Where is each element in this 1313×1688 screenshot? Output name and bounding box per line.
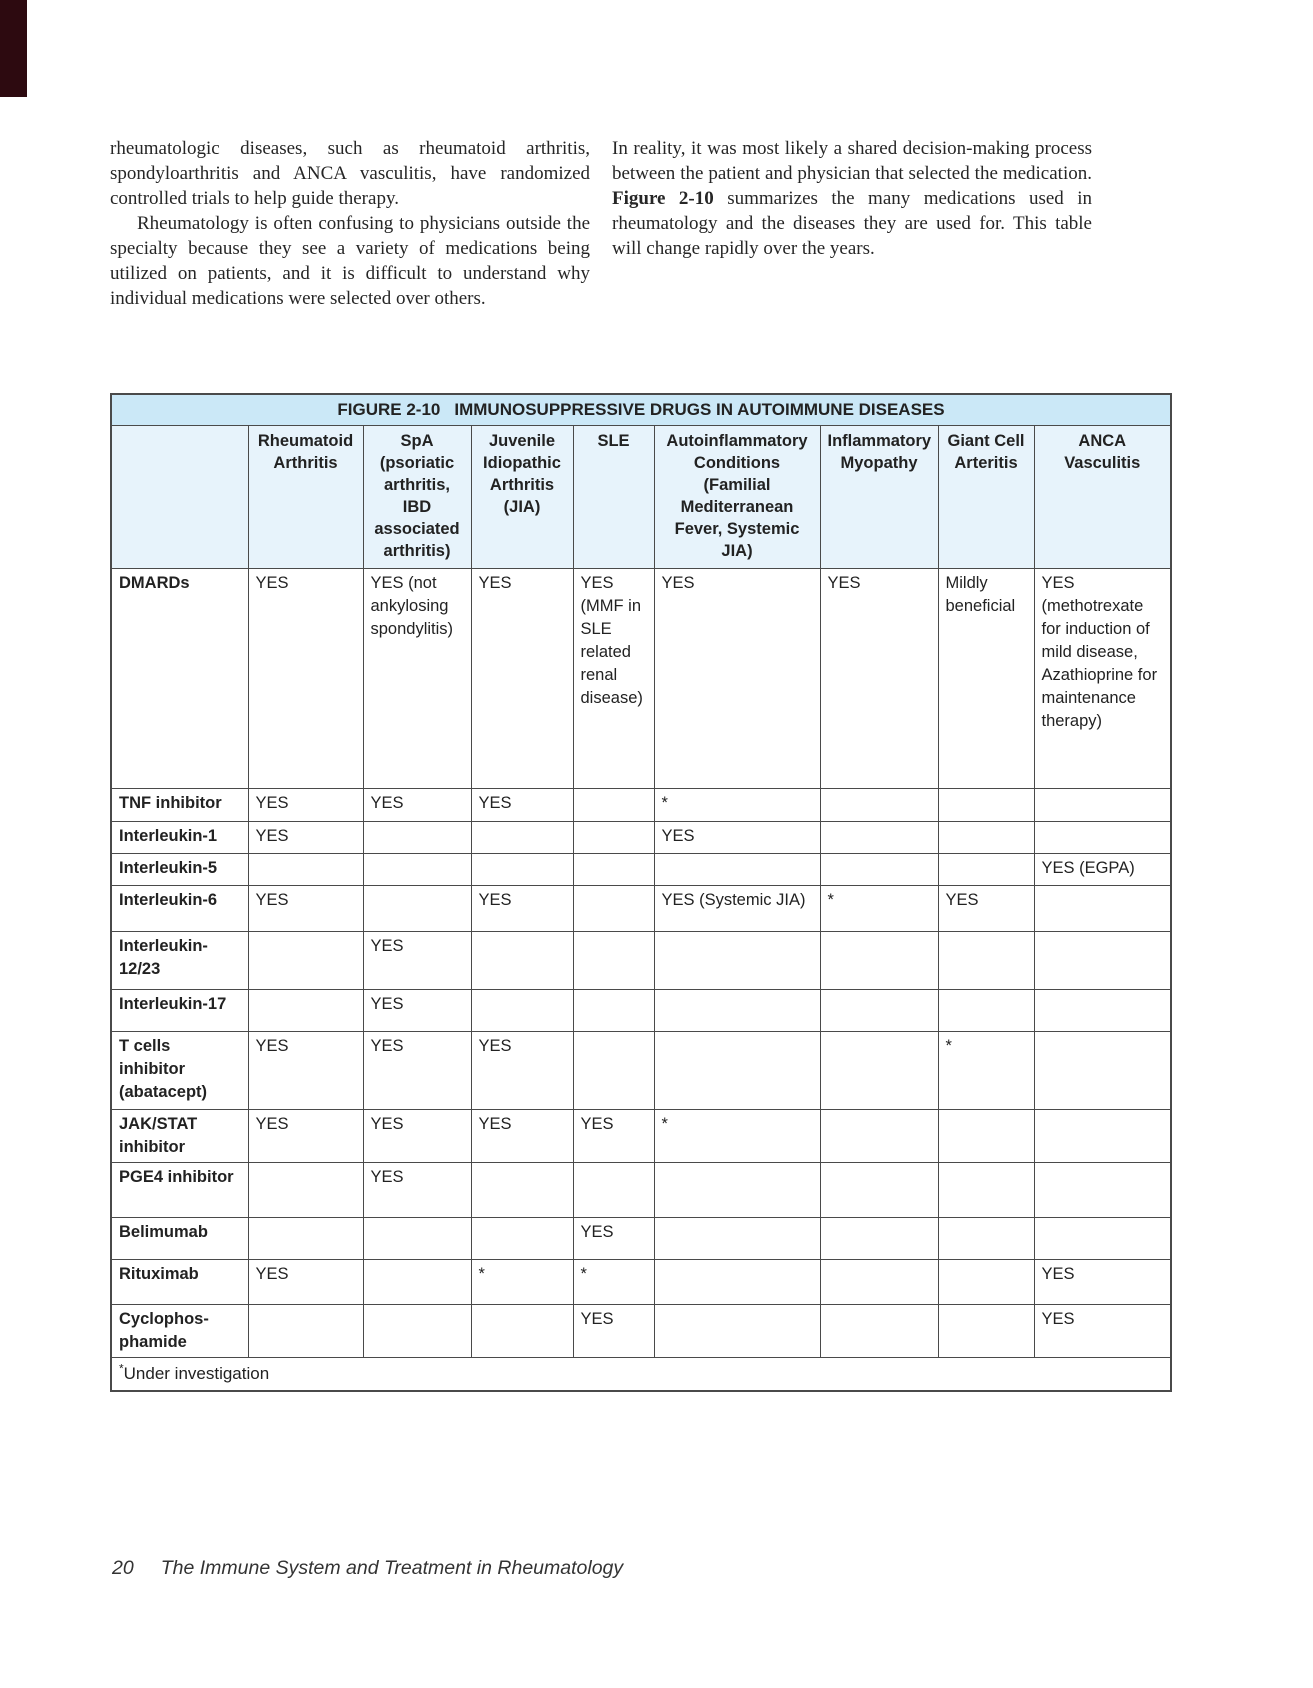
row-label: Interleukin-12/23: [111, 932, 248, 990]
table-cell: *: [654, 789, 820, 822]
table-row: [111, 1110, 1171, 1163]
table-cell: [1034, 1110, 1171, 1163]
table-cell: YES: [573, 1218, 654, 1260]
row-label: Interleukin-1: [111, 822, 248, 854]
table-cell: [938, 1260, 1034, 1305]
column-header: SLE: [573, 426, 654, 569]
page-number: 20: [112, 1557, 134, 1579]
table-cell: [471, 854, 573, 886]
table-row: [111, 854, 1171, 886]
row-label: TNF inhibitor: [111, 789, 248, 822]
row-label: Interleukin-5: [111, 854, 248, 886]
text-column-right: [612, 136, 1092, 311]
table-cell: YES (EGPA): [1034, 854, 1171, 886]
table-cell: YES: [471, 1110, 573, 1163]
table-cell: [820, 1305, 938, 1358]
table-footnote-row: [111, 1358, 1171, 1391]
table-row: [111, 932, 1171, 990]
table-cell: [938, 1305, 1034, 1358]
table-cell: [820, 990, 938, 1032]
table-cell: [654, 990, 820, 1032]
table-row: [111, 822, 1171, 854]
table-cell: [1034, 1163, 1171, 1218]
table-cell: Mildly beneficial: [938, 569, 1034, 789]
table-cell: YES: [248, 1032, 363, 1110]
row-label: Interleukin-6: [111, 886, 248, 932]
table-cell: YES (not ankylosing spondylitis): [363, 569, 471, 789]
table-cell: [820, 789, 938, 822]
table-cell: [1034, 1032, 1171, 1110]
table-cell: [938, 1163, 1034, 1218]
table-row: [111, 990, 1171, 1032]
table-title-prefix: FIGURE 2-10: [337, 400, 441, 419]
table-cell: [363, 854, 471, 886]
table-row: [111, 1218, 1171, 1260]
table-cell: [248, 932, 363, 990]
table-footnote: [111, 1358, 1171, 1391]
row-label: DMARDs: [111, 569, 248, 789]
text-column-left: [110, 136, 590, 311]
row-label: Belimumab: [111, 1218, 248, 1260]
table-cell: [820, 1110, 938, 1163]
table-cell: [573, 1163, 654, 1218]
table-cell: *: [573, 1260, 654, 1305]
table-cell: [938, 990, 1034, 1032]
figure-2-10-container: [110, 393, 1172, 1392]
table-cell: [654, 1218, 820, 1260]
table-cell: YES: [654, 822, 820, 854]
table-cell: [820, 854, 938, 886]
intro-text: [110, 136, 1092, 311]
table-row: [111, 569, 1171, 789]
table-cell: [363, 886, 471, 932]
table-cell: YES: [363, 932, 471, 990]
paragraph-text: summarizes the many medications used in rheumatology and the diseases they are used for. This table will change rapidly over the years.: [612, 188, 1092, 259]
table-cell: [248, 1163, 363, 1218]
table-header-row: [111, 426, 1171, 569]
table-cell: [573, 1032, 654, 1110]
row-label: JAK/STAT inhibitor: [111, 1110, 248, 1163]
row-label: Interleukin-17: [111, 990, 248, 1032]
table-cell: YES (MMF in SLE related renal disease): [573, 569, 654, 789]
table-row: [111, 789, 1171, 822]
table-cell: [938, 822, 1034, 854]
row-label: Cyclophos-phamide: [111, 1305, 248, 1358]
table-cell: *: [938, 1032, 1034, 1110]
page-footer: [112, 1557, 623, 1580]
row-label: Rituximab: [111, 1260, 248, 1305]
table-cell: YES: [248, 1260, 363, 1305]
table-cell: YES: [248, 1110, 363, 1163]
column-header: ANCA Vasculitis: [1034, 426, 1171, 569]
table-cell: YES: [248, 569, 363, 789]
table-title-text: IMMUNOSUPPRESSIVE DRUGS IN AUTOIMMUNE DISEASES: [454, 400, 945, 419]
running-title: The Immune System and Treatment in Rheumatology: [160, 1557, 624, 1579]
table-row: [111, 1032, 1171, 1110]
table-cell: YES (Systemic JIA): [654, 886, 820, 932]
table-cell: [1034, 789, 1171, 822]
column-header: Juvenile Idiopathic Arthritis (JIA): [471, 426, 573, 569]
table-cell: [248, 1218, 363, 1260]
table-cell: [820, 1032, 938, 1110]
table-cell: *: [820, 886, 938, 932]
table-cell: [471, 1305, 573, 1358]
table-cell: YES: [363, 789, 471, 822]
table-title-row: [111, 394, 1171, 426]
table-cell: [820, 822, 938, 854]
table-cell: YES: [471, 886, 573, 932]
table-cell: [938, 789, 1034, 822]
table-cell: [820, 1163, 938, 1218]
table-cell: [654, 854, 820, 886]
table-cell: [248, 1305, 363, 1358]
table-cell: [938, 1218, 1034, 1260]
table-cell: [1034, 886, 1171, 932]
table-cell: [471, 822, 573, 854]
table-cell: [248, 854, 363, 886]
table-cell: [573, 789, 654, 822]
table-cell: YES: [938, 886, 1034, 932]
table-cell: [1034, 822, 1171, 854]
footnote-text: Under investigation: [123, 1364, 270, 1383]
paragraph-left-1: rheumatologic diseases, such as rheumatoid arthritis, spondyloarthritis and ANCA vasculitis, have randomized controlled trials to help guide therapy.: [110, 138, 590, 209]
table-row: [111, 1260, 1171, 1305]
column-header: Rheumatoid Arthritis: [248, 426, 363, 569]
column-header: Giant Cell Arteritis: [938, 426, 1034, 569]
table-cell: YES: [471, 569, 573, 789]
row-label: PGE4 inhibitor: [111, 1163, 248, 1218]
table-cell: [820, 932, 938, 990]
column-header: Autoinflammatory Conditions (Familial Mediterranean Fever, Systemic JIA): [654, 426, 820, 569]
table-cell: [573, 822, 654, 854]
table-cell: YES: [248, 789, 363, 822]
table-cell: [654, 932, 820, 990]
figure-reference: Figure 2-10: [612, 188, 714, 209]
table-cell: [573, 854, 654, 886]
table-cell: [573, 990, 654, 1032]
paragraph-text: In reality, it was most likely a shared decision-making process between the patient and physician that selected the medication.: [612, 138, 1092, 184]
table-cell: YES: [248, 822, 363, 854]
table-cell: [471, 932, 573, 990]
table-cell: [654, 1260, 820, 1305]
table-cell: [363, 822, 471, 854]
table-cell: [471, 1163, 573, 1218]
table-cell: *: [471, 1260, 573, 1305]
table-cell: [938, 854, 1034, 886]
table-cell: YES: [248, 886, 363, 932]
table-cell: YES: [471, 1032, 573, 1110]
table-cell: [573, 886, 654, 932]
table-cell: [938, 932, 1034, 990]
table-row: [111, 1163, 1171, 1218]
chapter-corner-tab: [0, 0, 27, 97]
table-cell: YES: [654, 569, 820, 789]
table-cell: [654, 1305, 820, 1358]
table-cell: YES: [363, 1032, 471, 1110]
table-cell: YES: [820, 569, 938, 789]
table-cell: [573, 932, 654, 990]
table-cell: [248, 990, 363, 1032]
table-cell: [1034, 932, 1171, 990]
column-header: Inflammatory Myopathy: [820, 426, 938, 569]
table-cell: [654, 1163, 820, 1218]
table-cell: YES: [573, 1110, 654, 1163]
footnote-asterisk: *: [119, 1361, 124, 1376]
table-cell: *: [654, 1110, 820, 1163]
table-cell: [1034, 990, 1171, 1032]
table-row: [111, 886, 1171, 932]
table-cell: [363, 1305, 471, 1358]
table-cell: YES: [363, 1110, 471, 1163]
table-cell: [820, 1218, 938, 1260]
row-label-header: [111, 426, 248, 569]
paragraph-left-2: Rheumatology is often confusing to physicians outside the specialty because they see a variety of medications being utilized on patients, and it is difficult to understand why individual medications were selected over others.: [110, 213, 590, 309]
table-cell: [938, 1110, 1034, 1163]
table-cell: YES: [363, 1163, 471, 1218]
table-cell: YES: [573, 1305, 654, 1358]
column-header: SpA (psoriatic arthritis, IBD associated arthritis): [363, 426, 471, 569]
table-cell: [820, 1260, 938, 1305]
table-cell: [654, 1032, 820, 1110]
table-cell: [363, 1218, 471, 1260]
table-cell: [471, 1218, 573, 1260]
table-cell: YES: [1034, 1305, 1171, 1358]
table-cell: [1034, 1218, 1171, 1260]
table-row: [111, 1305, 1171, 1358]
table-cell: [363, 1260, 471, 1305]
paragraph-right-1: [612, 136, 1092, 261]
table-cell: YES: [471, 789, 573, 822]
row-label: T cells inhibitor (abatacept): [111, 1032, 248, 1110]
table-title: [111, 394, 1171, 426]
table-cell: YES: [363, 990, 471, 1032]
table-cell: YES (methotrexate for induction of mild disease, Azathioprine for maintenance therapy): [1034, 569, 1171, 789]
table-cell: [471, 990, 573, 1032]
immunosuppressive-drugs-table: [110, 393, 1172, 1392]
table-cell: YES: [1034, 1260, 1171, 1305]
